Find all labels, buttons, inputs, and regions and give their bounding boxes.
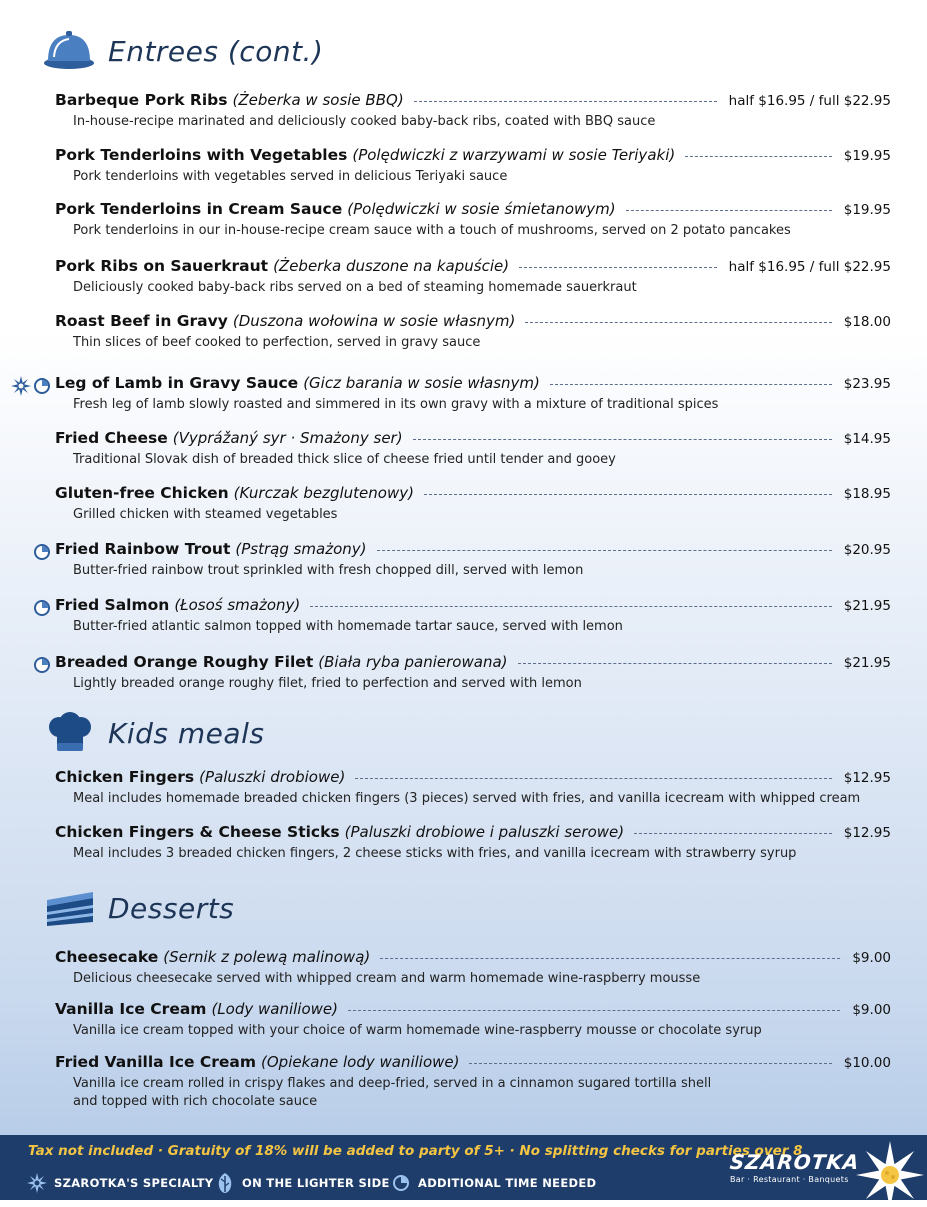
item-description: Vanilla ice cream topped with your choice of warm homemade wine-raspberry mousse or chocolate syrup	[73, 1023, 762, 1038]
menu-item	[55, 146, 891, 186]
item-name: Fried Cheese	[55, 429, 168, 447]
menu-item	[55, 1053, 891, 1111]
item-description: Vanilla ice cream rolled in crispy flakes and deep-fried, served in a cinnamon sugared tortilla shell	[73, 1076, 712, 1091]
item-name: Vanilla Ice Cream	[55, 1000, 207, 1018]
item-price: $12.95	[843, 825, 891, 841]
item-name: Fried Rainbow Trout	[55, 540, 231, 558]
item-polish-name: (Opiekane lody waniliowe)	[261, 1053, 460, 1071]
legend-lighter	[214, 1172, 390, 1194]
edelweiss-flower-icon	[850, 1137, 927, 1207]
menu-item	[55, 596, 891, 636]
item-polish-name: (Polędwiczki z warzywami w sosie Teriyaki)	[352, 146, 676, 164]
item-name: Fried Salmon	[55, 596, 170, 614]
menu-item	[55, 768, 891, 808]
item-marks	[9, 655, 51, 675]
section-header-desserts	[40, 883, 234, 933]
item-name: Pork Ribs on Sauerkraut	[55, 257, 269, 275]
specialty-icon	[11, 376, 31, 396]
brand-logo	[730, 1150, 859, 1184]
legend-label: ADDITIONAL TIME NEEDED	[418, 1176, 597, 1190]
item-description: Deliciously cooked baby-back ribs served on a bed of steaming homemade sauerkraut	[73, 280, 637, 295]
item-price: $23.95	[843, 376, 891, 392]
legend-specialty	[26, 1172, 213, 1194]
item-name: Chicken Fingers & Cheese Sticks	[55, 823, 340, 841]
item-polish-name: (Gicz barania w sosie własnym)	[303, 374, 540, 392]
dot-leader	[519, 267, 717, 268]
item-polish-name: (Łosoś smażony)	[174, 596, 301, 614]
item-price: $19.95	[843, 148, 891, 164]
dot-leader	[424, 494, 832, 495]
item-description-line2: and topped with rich chocolate sauce	[73, 1094, 318, 1109]
item-price: $10.00	[843, 1055, 891, 1071]
specialty-icon	[26, 1172, 48, 1194]
legend-label: ON THE LIGHTER SIDE	[242, 1176, 390, 1190]
item-polish-name: (Żeberka duszone na kapuście)	[273, 257, 510, 275]
item-name: Leg of Lamb in Gravy Sauce	[55, 374, 299, 392]
section-header-entrees	[40, 26, 323, 76]
dot-leader	[685, 156, 832, 157]
section-title: Entrees (cont.)	[108, 34, 324, 68]
dot-leader	[525, 322, 831, 323]
menu-item	[55, 257, 891, 297]
brand-name: SZAROTKA	[728, 1150, 861, 1174]
menu-item	[55, 429, 891, 469]
item-polish-name: (Biała ryba panierowana)	[318, 653, 508, 671]
cloche-icon	[40, 28, 100, 74]
item-description: Fresh leg of lamb slowly roasted and simmered in its own gravy with a mixture of traditional spices	[73, 397, 719, 412]
section-title: Kids meals	[108, 716, 265, 750]
item-price: $18.00	[843, 314, 891, 330]
item-description: Butter-fried atlantic salmon topped with homemade tartar sauce, served with lemon	[73, 619, 623, 634]
item-name: Roast Beef in Gravy	[55, 312, 228, 330]
menu-item	[55, 91, 891, 131]
clock-icon	[33, 599, 51, 617]
item-price: $9.00	[852, 950, 891, 966]
item-description: Traditional Slovak dish of breaded thick slice of cheese fried until tender and gooey	[73, 452, 616, 467]
menu-item	[55, 823, 891, 863]
dot-leader	[469, 1063, 831, 1064]
menu-item	[55, 312, 891, 352]
item-price: $14.95	[843, 431, 891, 447]
item-name: Pork Tenderloins with Vegetables	[55, 146, 348, 164]
item-description: Grilled chicken with steamed vegetables	[73, 507, 338, 522]
menu-item	[55, 1000, 891, 1040]
brand-tagline: Bar · Restaurant · Banquets	[730, 1175, 849, 1184]
dot-leader	[550, 384, 832, 385]
item-name: Barbeque Pork Ribs	[55, 91, 228, 109]
item-polish-name: (Żeberka w sosie BBQ)	[232, 91, 404, 109]
item-price: $18.95	[843, 486, 891, 502]
legend-time	[390, 1172, 596, 1194]
item-description: Lightly breaded orange roughy filet, fried to perfection and served with lemon	[73, 676, 582, 691]
menu-item	[55, 374, 891, 414]
item-price: $20.95	[843, 542, 891, 558]
dot-leader	[518, 663, 832, 664]
item-description: Thin slices of beef cooked to perfection, served in gravy sauce	[73, 335, 481, 350]
clock-icon	[33, 543, 51, 561]
item-name: Cheesecake	[55, 948, 159, 966]
item-name: Gluten-free Chicken	[55, 484, 229, 502]
item-name: Fried Vanilla Ice Cream	[55, 1053, 257, 1071]
clock-icon	[33, 656, 51, 674]
dot-leader	[413, 439, 832, 440]
dot-leader	[626, 210, 832, 211]
dot-leader	[380, 958, 840, 959]
clock-icon	[390, 1172, 412, 1194]
menu-item	[55, 948, 891, 988]
item-description: Pork tenderloins with vegetables served in delicious Teriyaki sauce	[73, 169, 508, 184]
section-title: Desserts	[108, 891, 235, 925]
item-polish-name: (Duszona wołowina w sosie własnym)	[232, 312, 516, 330]
item-polish-name: (Kurczak bezglutenowy)	[233, 484, 414, 502]
item-polish-name: (Paluszki drobiowe)	[199, 768, 346, 786]
dot-leader	[310, 606, 831, 607]
menu-item	[55, 653, 891, 693]
dot-leader	[348, 1010, 840, 1011]
item-price: $12.95	[843, 770, 891, 786]
item-marks	[9, 542, 51, 562]
chef-hat-icon	[40, 710, 100, 756]
item-marks	[9, 376, 51, 396]
dot-leader	[634, 833, 832, 834]
item-price: half $16.95 / full $22.95	[728, 93, 891, 109]
item-marks	[9, 598, 51, 618]
item-price: $9.00	[852, 1002, 891, 1018]
item-description: Meal includes 3 breaded chicken fingers, 2 cheese sticks with fries, and vanilla icecream with strawberry syrup	[73, 846, 797, 861]
item-price: $21.95	[843, 598, 891, 614]
menu-item	[55, 484, 891, 524]
menu-item	[55, 540, 891, 580]
cake-icon	[40, 885, 100, 931]
item-price: $21.95	[843, 655, 891, 671]
item-polish-name: (Lody waniliowe)	[211, 1000, 339, 1018]
lighter-side-icon	[214, 1172, 236, 1194]
item-name: Chicken Fingers	[55, 768, 195, 786]
item-description: Pork tenderloins in our in-house-recipe cream sauce with a touch of mushrooms, served on 2 potato pancakes	[73, 223, 791, 238]
item-polish-name: (Vyprážaný syr · Smażony ser)	[172, 429, 403, 447]
item-price: $19.95	[843, 202, 891, 218]
item-description: Meal includes homemade breaded chicken fingers (3 pieces) served with fries, and vanilla icecream with whipped cream	[73, 791, 861, 806]
item-description: In-house-recipe marinated and deliciously cooked baby-back ribs, coated with BBQ sauce	[73, 114, 656, 129]
item-polish-name: (Pstrąg smażony)	[235, 540, 367, 558]
item-name: Breaded Orange Roughy Filet	[55, 653, 314, 671]
item-description: Delicious cheesecake served with whipped cream and warm homemade wine-raspberry mousse	[73, 971, 701, 986]
dot-leader	[414, 101, 717, 102]
menu-item	[55, 200, 891, 240]
item-polish-name: (Polędwiczki w sosie śmietanowym)	[347, 200, 616, 218]
dot-leader	[355, 778, 831, 779]
item-polish-name: (Paluszki drobiowe i paluszki serowe)	[344, 823, 625, 841]
dot-leader	[377, 550, 832, 551]
section-header-kids	[40, 708, 264, 758]
footer-bar	[0, 1135, 927, 1200]
item-description: Butter-fried rainbow trout sprinkled with fresh chopped dill, served with lemon	[73, 563, 584, 578]
footer-notice: Tax not included · Gratuity of 18% will be added to party of 5+ · No splitting checks for parties over 8	[28, 1143, 803, 1159]
item-polish-name: (Sernik z polewą malinową)	[163, 948, 371, 966]
item-name: Pork Tenderloins in Cream Sauce	[55, 200, 343, 218]
legend-label: SZAROTKA'S SPECIALTY	[54, 1176, 214, 1190]
item-price: half $16.95 / full $22.95	[728, 259, 891, 275]
clock-icon	[33, 377, 51, 395]
